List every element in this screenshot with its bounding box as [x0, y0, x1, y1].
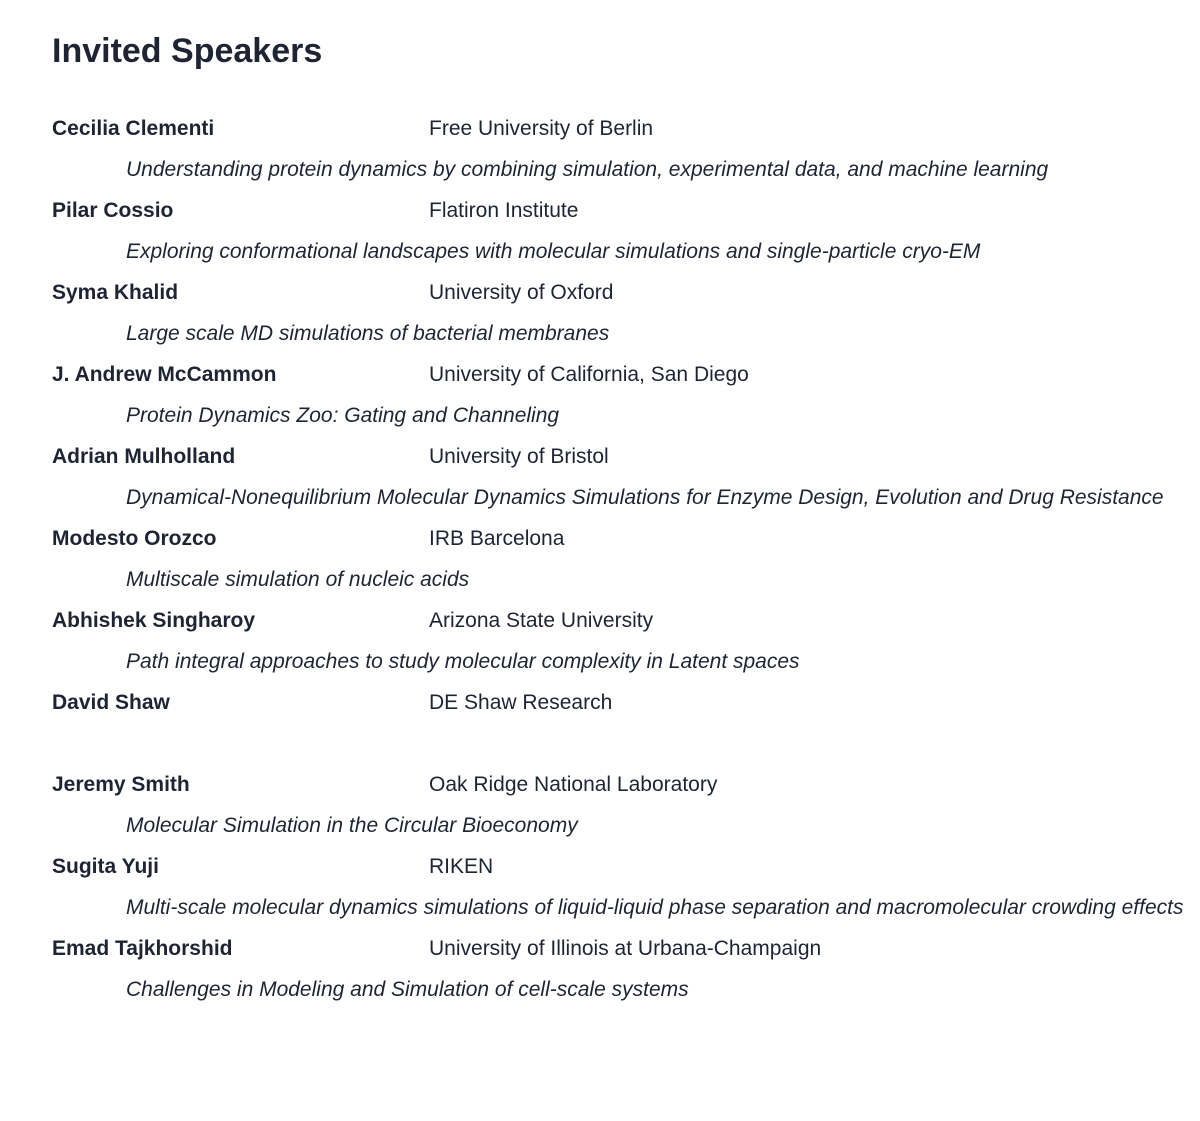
speaker-affiliation: Free University of Berlin: [429, 117, 654, 140]
speaker-name: Sugita Yuji: [52, 855, 159, 878]
talk-title: Understanding protein dynamics by combining simulation, experimental data, and machine learning: [126, 158, 1049, 181]
talk-title: Exploring conformational landscapes with molecular simulations and single-particle cryo-EM: [126, 240, 981, 263]
speaker-entry: [52, 846, 1192, 928]
speaker-name: Emad Tajkhorshid: [52, 937, 233, 960]
speaker-header-row: [52, 682, 1192, 723]
speaker-affiliation: Arizona State University: [429, 609, 654, 632]
talk-title: Multi-scale molecular dynamics simulations of liquid-liquid phase separation and macromolecular crowding effects: [126, 896, 1184, 919]
speaker-name: Pilar Cossio: [52, 199, 174, 222]
speaker-header-row: [52, 272, 1192, 313]
talk-title: Path integral approaches to study molecular complexity in Latent spaces: [126, 650, 800, 673]
speaker-header-row: [52, 518, 1192, 559]
talk-title-empty: [52, 723, 1192, 764]
talk-title: Large scale MD simulations of bacterial membranes: [126, 322, 610, 345]
speaker-affiliation: IRB Barcelona: [429, 527, 565, 550]
speaker-header-row: [52, 190, 1192, 231]
speaker-entry: [52, 682, 1192, 764]
speaker-header-row: [52, 928, 1192, 969]
speaker-entry: [52, 764, 1192, 846]
speaker-affiliation: University of Oxford: [429, 281, 614, 304]
page-title: Invited Speakers: [52, 32, 323, 70]
speaker-name: Cecilia Clementi: [52, 117, 215, 140]
speaker-name: Syma Khalid: [52, 281, 179, 304]
talk-title: Protein Dynamics Zoo: Gating and Channeling: [126, 404, 560, 427]
talk-title: Molecular Simulation in the Circular Bioeconomy: [126, 814, 578, 837]
speaker-header-row: [52, 354, 1192, 395]
talk-title: Multiscale simulation of nucleic acids: [126, 568, 470, 591]
speaker-entry: [52, 600, 1192, 682]
speaker-name: Abhishek Singharoy: [52, 609, 256, 632]
speaker-name: J. Andrew McCammon: [52, 363, 277, 386]
speaker-affiliation: RIKEN: [429, 855, 494, 878]
speaker-entry: [52, 272, 1192, 354]
speaker-affiliation: University of Bristol: [429, 445, 609, 468]
speaker-name: David Shaw: [52, 691, 170, 714]
speaker-name: Modesto Orozco: [52, 527, 217, 550]
talk-title: Dynamical-Nonequilibrium Molecular Dynamics Simulations for Enzyme Design, Evolution and Drug Resistance: [126, 486, 1164, 509]
speaker-header-row: [52, 600, 1192, 641]
speaker-affiliation: University of Illinois at Urbana-Champaign: [429, 937, 822, 960]
speaker-affiliation: University of California, San Diego: [429, 363, 749, 386]
speaker-header-row: [52, 436, 1192, 477]
speaker-entry: [52, 928, 1192, 1010]
speaker-name: Jeremy Smith: [52, 773, 190, 796]
speaker-affiliation: Oak Ridge National Laboratory: [429, 773, 718, 796]
speaker-affiliation: Flatiron Institute: [429, 199, 579, 222]
speaker-affiliation: DE Shaw Research: [429, 691, 613, 714]
speaker-name: Adrian Mulholland: [52, 445, 236, 468]
speaker-header-row: [52, 764, 1192, 805]
speaker-entry: [52, 190, 1192, 272]
speaker-list: [52, 108, 1192, 1010]
talk-title: Challenges in Modeling and Simulation of cell-scale systems: [126, 978, 689, 1001]
speaker-header-row: [52, 846, 1192, 887]
speaker-entry: [52, 436, 1192, 518]
speaker-entry: [52, 108, 1192, 190]
speaker-entry: [52, 354, 1192, 436]
speaker-header-row: [52, 108, 1192, 149]
speaker-entry: [52, 518, 1192, 600]
